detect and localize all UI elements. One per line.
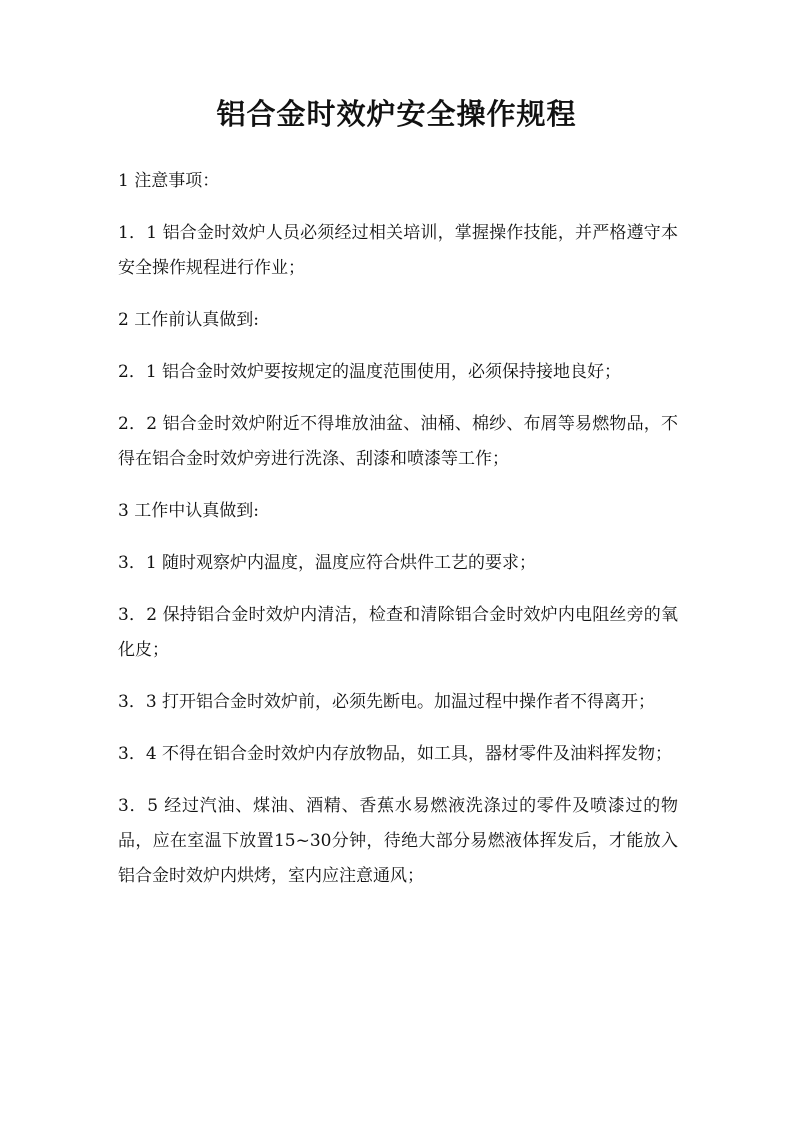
clause-3-5: 3．5 经过汽油、煤油、酒精、香蕉水易燃液洗涤过的零件及喷漆过的物品，应在室温下放置15~30分钟，待绝大部分易燃液体挥发后，才能放入铝合金时效炉内烘烤，室内应注意通风； bbox=[118, 796, 678, 886]
section-heading-2: 2 工作前认真做到: bbox=[118, 310, 259, 330]
section-heading-1: 1 注意事项： bbox=[118, 171, 220, 191]
clause-3-3: 3．3 打开铝合金时效炉前，必须先断电。加温过程中操作者不得离开； bbox=[118, 692, 656, 712]
document-body bbox=[118, 164, 678, 911]
clause-3-1: 3．1 随时观察炉内温度，温度应符合烘件工艺的要求； bbox=[118, 553, 537, 573]
section-heading-3: 3 工作中认真做到: bbox=[118, 501, 259, 521]
clause-2-2: 2．2 铝合金时效炉附近不得堆放油盆、油桶、棉纱、布屑等易燃物品，不得在铝合金时效炉旁进行洗涤、刮漆和喷漆等工作； bbox=[118, 414, 678, 469]
clause-3-4: 3．4 不得在铝合金时效炉内存放物品，如工具，器材零件及油料挥发物； bbox=[118, 744, 673, 764]
document-title: 铝合金时效炉安全操作规程 bbox=[216, 97, 577, 131]
clause-3-2: 3．2 保持铝合金时效炉内清洁，检查和清除铝合金时效炉内电阻丝旁的氧化皮； bbox=[118, 605, 678, 660]
clause-2-1: 2．1 铝合金时效炉要按规定的温度范围使用，必须保持接地良好； bbox=[118, 362, 622, 382]
clause-1-1: 1．1 铝合金时效炉人员必须经过相关培训，掌握操作技能，并严格遵守本安全操作规程进行作业； bbox=[118, 223, 678, 278]
